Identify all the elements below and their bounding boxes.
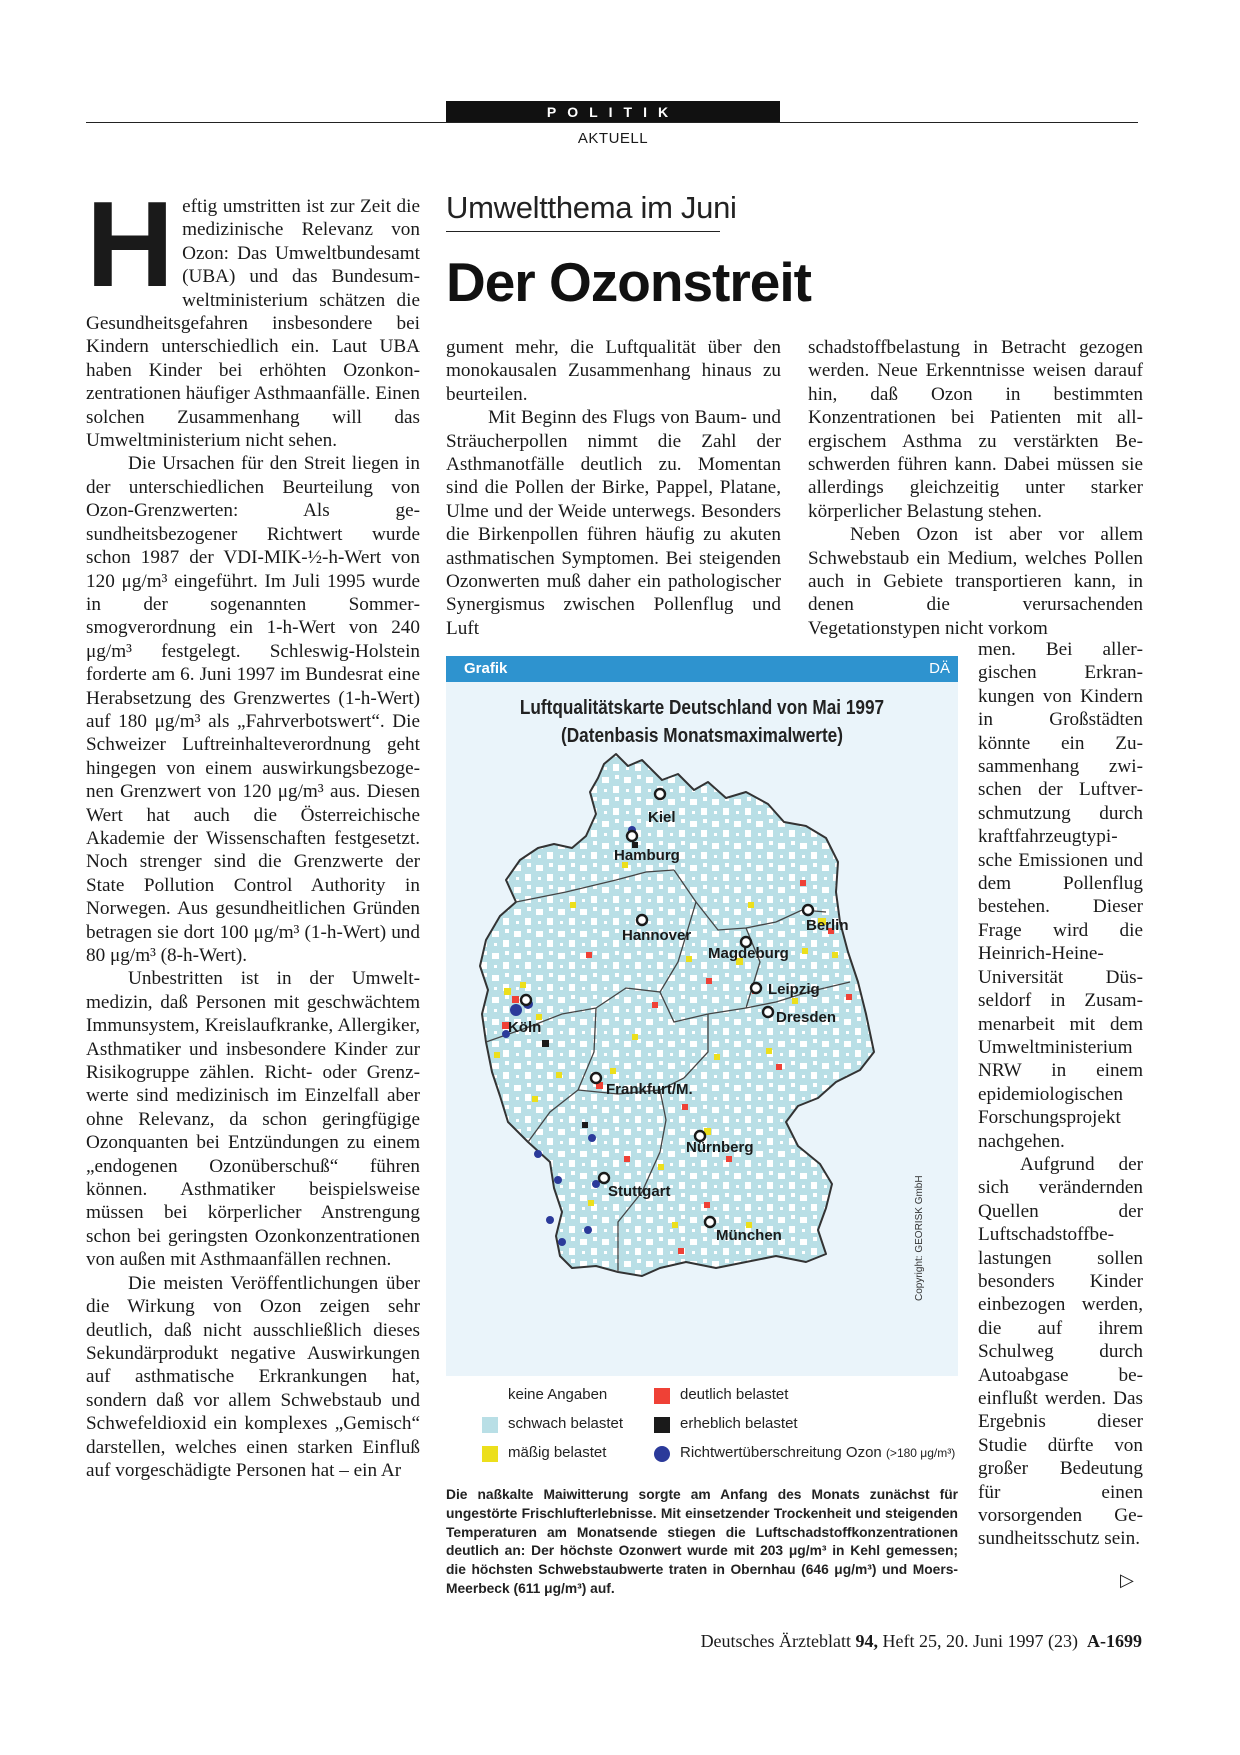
article-column-2 xyxy=(446,336,781,640)
city-label-dresden: Dresden xyxy=(776,1009,837,1026)
city-label-muenchen: München xyxy=(716,1227,782,1244)
drop-cap: H xyxy=(86,176,175,312)
paragraph: Heftig umstritten ist zur Zeit die medizinische Relevanz von Ozon: Das Umweltbundesamt (UBA) und das Bundesumweltministerium schätzen die Gesundheitsgefahren insbesondere bei Kindern unterschiedlich ein. Laut UBA haben Kinder bei erhöhten Ozonkonzentrationen häufiger Asthmaanfälle. Einen solchen Zusammenhang will das Umweltministerium nicht sehen. xyxy=(86,176,420,452)
legend-swatch-moderate xyxy=(482,1446,498,1462)
paragraph: Die Ursachen für den Streit liegen in der unterschiedlichen Beurteilung von Ozon-Grenzwerten: Als gesundheitsbezogener Richtwert wurde schon 1987 der VDI-MIK-½-h-Wert von 120 μg/m³ eingeführt. Im Juli 1995 wurde in der sogenannten Sommersmogverordnung ein 1-h-Wert von 240 μg/m³ festgelegt. Schleswig-Holstein forderte am 6. Juni 1997 im Bundesrat eine Herabsetzung des Grenzwertes (1-h-Wert) auf 180 μg/m³ als „Fahrverbotswert“. Die Schweizer Luftreinhalteverordnung geht hingegen von einem auswirkungsbezogenen Grenzwert von 120 μg/m³ aus. Diesen Wert hat auch die Österreichische Akademie der Wissenschaften festgesetzt. Noch strenger sind die Grenzwerte der State Pollution Control Authority in Norwegen. Aus gesundheitlichen Gründen betragen sie dort 100 μg/m³ (1-h-Wert) und 80 μg/m³ (8-h-Wert). xyxy=(86,453,420,966)
city-label-frankfurt: Frankfurt/M. xyxy=(606,1081,693,1098)
legend-swatch-none xyxy=(482,1388,498,1404)
section-label: POLITIK xyxy=(446,101,780,122)
legend-label: erheblich belastet xyxy=(680,1415,798,1432)
legend-swatch-low xyxy=(482,1417,498,1433)
kicker-rule xyxy=(446,231,720,232)
map-copyright: Copyright: GEORISK GmbH xyxy=(914,1175,925,1301)
city-label-leipzig: Leipzig xyxy=(768,981,820,998)
footer-volume: 94, xyxy=(855,1631,879,1651)
city-label-stuttgart: Stuttgart xyxy=(608,1183,671,1200)
city-label-nuernberg: Nürnberg xyxy=(686,1139,754,1156)
legend-label: deutlich belastet xyxy=(680,1386,789,1403)
article-column-3-narrow xyxy=(978,638,1143,1551)
paragraph: schadstoffbelastung in Betracht gezogen werden. Neue Erkenntnisse weisen darauf hin, daß Ozon in bestimmten Konzentrationen bei Patienten mit allergischem Asthma zu verstärkten Beschwerden führen kann. Dabei müssen sie allerdings gleichzeitig unter starker körperlicher Belastung stehen. xyxy=(808,337,1143,522)
footer-journal: Deutsches Ärzteblatt xyxy=(700,1631,852,1651)
legend-label: mäßig belastet xyxy=(508,1444,607,1461)
figure-caption: Die naßkalte Maiwitterung sorgte am Anfang des Monats zunächst für ungestörte Frischlufterlebnisse. Mit einsetzender Trockenheit und steigenden Temperaturen am Monatsende stiegen die Luftschadstoffkonzentrationen deutlich an: Der höchste Ozonwert wurde mit 203 μg/m³ in Kehl gemessen; die höchsten Schwebstaubwerte traten in Obernhau (646 μg/m³) und Moers-Meerbeck (611 μg/m³) auf. xyxy=(446,1487,958,1596)
legend-label: keine Angaben xyxy=(508,1386,608,1403)
city-label-kiel: Kiel xyxy=(648,809,676,826)
header-rule xyxy=(86,122,1138,123)
paragraph: Aufgrund der sich verändernden Quellen der Luftschadstoffbelastungen sollen besonders Kinder einbezogen werden, die auf ihrem Schulweg durch Autoabgase beeinflußt werden. Das Ergebnis dieser Studie dürfte von großer Bedeutung für einen vorsorgenden Gesundheitsschutz sein. xyxy=(978,1153,1143,1550)
paragraph: Die meisten Veröffentlichungen über die Wirkung von Ozon zeigen sehr deutlich, daß nicht ausschließlich dieses Sekundärprodukt negative Auswirkungen auf asthmatische Erkrankungen hat, sondern daß vor allem Schwebstaub und Schwefeldioxid ein komplexes „Gemisch“ darstellen, welches einen starken Einfluß auf vorgeschädigte Personen hat – ein Ar xyxy=(86,1272,420,1481)
page-footer xyxy=(640,1631,1142,1652)
legend-label: Richtwertüberschreitung Ozon (>180 μg/m³) xyxy=(680,1444,956,1461)
figure-label: Grafik xyxy=(464,660,508,677)
figure-label-bar xyxy=(446,656,958,682)
article-column-1 xyxy=(86,176,420,1482)
paragraph: Unbestritten ist in der Umweltmedizin, daß Personen mit geschwächtem Immunsystem, Kreislaufkranke, Allergiker, Asthmatiker und insbesondere Kinder zur Risikogruppe zählen. Richt- oder Grenzwerte sind medizinisch im Einzelfall aber ohne Relevanz, da schon geringfügige Ozonquanten bei Entzündungen zu einem „endogenen Ozonüberschuß“ führen können. Asthmatiker beispielsweise müssen bei körperlicher Anstrengung schon bei geringsten Ozonkonzentrationen von außen mit Asthmaanfällen rechnen. xyxy=(86,968,420,1271)
legend-swatch-high xyxy=(654,1388,670,1404)
article-kicker: Umweltthema im Juni xyxy=(446,190,737,225)
figure xyxy=(446,656,958,1484)
continue-arrow-icon: ▷ xyxy=(1120,1570,1134,1591)
figure-brand: DÄ xyxy=(929,660,950,677)
paragraph: Neben Ozon ist aber vor allem Schwebstaub ein Medium, welches Pollen auch in Gebiete transportieren kann, in denen die verursachenden Vegetationstypen nicht vorkom xyxy=(808,524,1143,639)
city-label-hannover: Hannover xyxy=(622,927,692,944)
paragraph: men. Bei allergischen Erkrankungen von Kindern in Großstädten könnte ein Zusammenhang zwischen der Luftverschmutzung durch kraftfahrzeugtypische Emissionen und dem Pollenflug bestehen. Dieser Frage wird die Heinrich-Heine-Universität Düsseldorf in Zusammenarbeit mit dem Umweltministerium NRW in einem epidemiologischen Forschungsprojekt nachgehen. xyxy=(978,639,1143,1152)
article-column-3 xyxy=(808,336,1143,640)
article-headline: Der Ozonstreit xyxy=(446,251,811,313)
subsection-label: AKTUELL xyxy=(577,130,649,147)
map-title xyxy=(482,694,922,750)
paragraph: Mit Beginn des Flugs von Baum- und Sträucherpollen nimmt die Zahl der Asthmanotfälle deutlich zu. Momentan sind die Pollen der Birke, Pappel, Platane, Ulme und der Weide unterwegs. Besonders die Birkenpollen führen häufig zu akuten asthmatischen Symptomen. Bei steigenden Ozonwerten muß daher ein pathologischer Synergismus zwischen Pollenflug und Luft xyxy=(446,407,781,639)
paragraph: gument mehr, die Luftqualität über den monokausalen Zusammenhang hinaus zu beurteilen. xyxy=(446,337,781,405)
map-legend xyxy=(482,1384,956,1476)
map-title-line-2: (Datenbasis Monatsmaximalwerte) xyxy=(561,725,843,747)
legend-swatch-ozone-exceedance xyxy=(654,1446,670,1462)
city-label-magdeburg: Magdeburg xyxy=(708,945,789,962)
city-label-koeln: Köln xyxy=(508,1019,542,1036)
legend-swatch-severe xyxy=(654,1417,670,1433)
legend-label: schwach belastet xyxy=(508,1415,624,1432)
germany-air-quality-map xyxy=(446,752,958,1372)
map-title-line-1: Luftqualitätskarte Deutschland von Mai 1997 xyxy=(519,697,885,719)
footer-issue: Heft 25, 20. Juni 1997 (23) xyxy=(882,1631,1078,1651)
city-label-berlin: Berlin xyxy=(806,917,849,934)
footer-page-number: A-1699 xyxy=(1087,1631,1142,1651)
city-label-hamburg: Hamburg xyxy=(614,847,680,864)
